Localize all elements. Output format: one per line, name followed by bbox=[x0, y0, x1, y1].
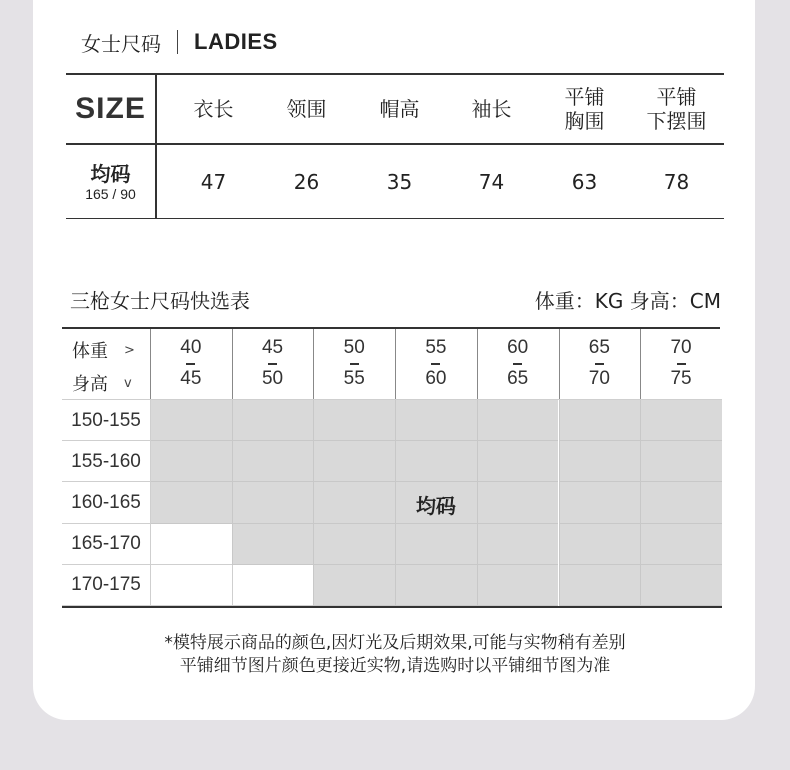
size-cell bbox=[640, 441, 722, 482]
header-divider bbox=[395, 329, 396, 400]
ladies-title-cn: 女士尺码 bbox=[81, 31, 161, 56]
header-length: 衣长 bbox=[193, 97, 234, 121]
size-cell bbox=[150, 441, 232, 482]
size-cell bbox=[559, 524, 641, 565]
weight-range-6: 70 75 bbox=[670, 337, 692, 389]
size-cell bbox=[395, 565, 477, 606]
value-flat-hem: 78 bbox=[663, 169, 690, 194]
range-dash bbox=[268, 363, 277, 365]
size-cell bbox=[232, 482, 314, 523]
value-length: 47 bbox=[200, 169, 227, 194]
header-collar: 领围 bbox=[286, 97, 327, 121]
corner-weight: 体重 > bbox=[72, 341, 135, 362]
range-dash bbox=[595, 363, 604, 365]
header-flat-chest: 平铺 胸围 bbox=[564, 85, 605, 133]
height-range-0: 150-155 bbox=[71, 409, 141, 431]
size-cell bbox=[640, 524, 722, 565]
size-cell bbox=[150, 400, 232, 441]
size-cell bbox=[559, 400, 641, 441]
size-cell bbox=[395, 441, 477, 482]
size-cell bbox=[477, 482, 559, 523]
weight-range-5: 65 70 bbox=[588, 337, 610, 389]
range-dash bbox=[431, 363, 440, 365]
size-corner-label: SIZE bbox=[75, 92, 146, 125]
header-divider bbox=[232, 329, 233, 400]
size-cell bbox=[640, 400, 722, 441]
size-cell bbox=[150, 565, 232, 606]
range-dash bbox=[350, 363, 359, 365]
size-cell bbox=[640, 565, 722, 606]
size-cell bbox=[395, 524, 477, 565]
weight-range-3: 55 60 bbox=[425, 337, 447, 389]
weight-range-1: 45 50 bbox=[261, 337, 284, 389]
size-quick-chart bbox=[62, 327, 722, 608]
label-column-divider bbox=[150, 400, 151, 606]
value-hood-height: 35 bbox=[386, 169, 413, 194]
header-bottom-rule bbox=[62, 399, 722, 400]
chart-top-rule bbox=[62, 327, 720, 329]
range-dash bbox=[186, 363, 195, 365]
quick-chart-title: 三枪女士尺码快选表 bbox=[70, 289, 250, 313]
height-range-3: 165-170 bbox=[71, 533, 141, 555]
size-cell bbox=[150, 482, 232, 523]
height-range-4: 170-175 bbox=[71, 574, 141, 596]
ladies-section-title bbox=[81, 28, 278, 56]
note-line-1: *模特展示商品的颜色,因灯光及后期效果,可能与实物稍有差别 bbox=[164, 633, 626, 653]
onesize-label: 均码 bbox=[415, 494, 456, 519]
value-sleeve: 74 bbox=[478, 169, 505, 194]
header-flat-hem: 平铺 下摆围 bbox=[646, 85, 707, 133]
height-range-1: 155-160 bbox=[71, 450, 141, 472]
size-cell bbox=[559, 482, 641, 523]
ladies-title-en: LADIES bbox=[194, 29, 278, 54]
size-cell bbox=[477, 400, 559, 441]
size-cell bbox=[232, 441, 314, 482]
size-cell bbox=[477, 441, 559, 482]
chart-bottom-rule bbox=[62, 606, 722, 608]
header-divider bbox=[150, 329, 151, 400]
header-divider bbox=[640, 329, 641, 400]
size-cell bbox=[232, 400, 314, 441]
size-cell bbox=[150, 524, 232, 565]
table-header-divider bbox=[155, 73, 157, 218]
right-arrow-icon: > bbox=[124, 342, 135, 358]
note-line-2: 平铺细节图片颜色更接近实物,请选购时以平铺细节图为准 bbox=[179, 656, 611, 676]
title-separator bbox=[177, 30, 178, 54]
weight-range-2: 50 55 bbox=[343, 337, 365, 389]
size-cell bbox=[313, 524, 395, 565]
header-divider bbox=[559, 329, 560, 400]
range-dash bbox=[677, 363, 686, 365]
height-range-2: 160-165 bbox=[71, 491, 141, 513]
header-hood-height: 帽高 bbox=[379, 97, 420, 121]
size-cell bbox=[313, 482, 395, 523]
range-dash bbox=[513, 363, 522, 365]
size-cell bbox=[395, 400, 477, 441]
row-label-onesize: 均码 165 / 90 bbox=[85, 161, 136, 202]
size-cell bbox=[640, 482, 722, 523]
weight-range-0: 40 45 bbox=[180, 337, 202, 389]
value-flat-chest: 63 bbox=[571, 169, 598, 194]
header-sleeve: 袖长 bbox=[471, 97, 512, 121]
size-cell bbox=[477, 524, 559, 565]
disclaimer-notes bbox=[0, 632, 790, 678]
weight-range-4: 60 65 bbox=[507, 337, 529, 389]
size-cell bbox=[232, 565, 314, 606]
size-cell bbox=[559, 441, 641, 482]
size-cell bbox=[477, 565, 559, 606]
table-bottom-rule bbox=[66, 218, 724, 219]
size-cell bbox=[313, 565, 395, 606]
size-cell bbox=[559, 565, 641, 606]
corner-height: 身高 v bbox=[72, 374, 132, 395]
unit-note: 体重：KG 身高：CM bbox=[534, 289, 721, 313]
size-cell bbox=[232, 524, 314, 565]
size-cell bbox=[313, 400, 395, 441]
down-arrow-icon: v bbox=[124, 375, 132, 391]
header-divider bbox=[477, 329, 478, 400]
header-divider bbox=[313, 329, 314, 400]
value-collar: 26 bbox=[293, 169, 320, 194]
size-cell bbox=[313, 441, 395, 482]
